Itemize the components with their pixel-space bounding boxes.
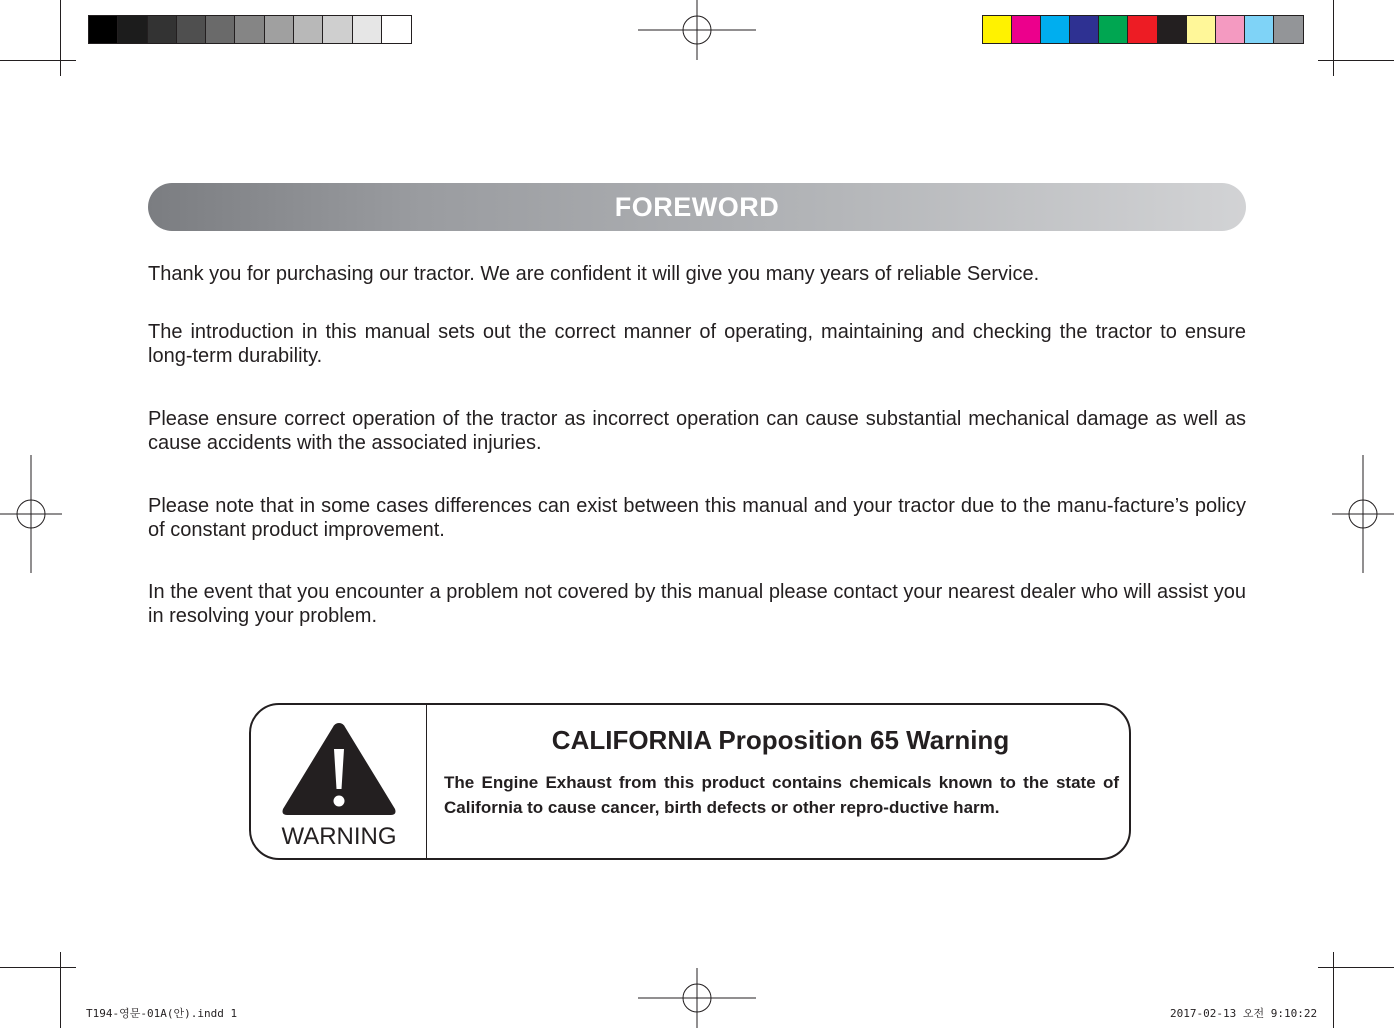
crop-mark bbox=[1318, 967, 1394, 968]
crop-mark bbox=[1318, 60, 1394, 61]
file-slug: T194-영문-01A(안).indd 1 bbox=[86, 1007, 238, 1020]
crop-mark bbox=[60, 952, 61, 1028]
color-swatch bbox=[1158, 16, 1187, 43]
divider bbox=[426, 705, 427, 858]
crop-mark bbox=[0, 967, 76, 968]
gray-swatch bbox=[177, 16, 206, 43]
prop65-warning-box bbox=[249, 703, 1131, 860]
gray-swatch bbox=[323, 16, 352, 43]
color-swatch bbox=[1099, 16, 1128, 43]
color-swatch bbox=[1041, 16, 1070, 43]
color-swatch bbox=[1187, 16, 1216, 43]
color-swatch bbox=[1070, 16, 1099, 43]
registration-mark-icon bbox=[0, 455, 62, 573]
warning-label: WARNING bbox=[281, 823, 397, 850]
registration-mark-icon bbox=[1332, 455, 1394, 573]
foreword-title-bar bbox=[148, 183, 1246, 231]
color-swatch bbox=[1245, 16, 1274, 43]
foreword-paragraph: In the event that you encounter a problem not covered by this manual please contact your nearest dealer who will assist you in resolving your problem. bbox=[148, 581, 1246, 627]
registration-mark-icon bbox=[638, 0, 756, 60]
foreword-paragraph: Please note that in some cases differences can exist between this manual and your tractor due to the manu-facture’s policy of constant product improvement. bbox=[148, 495, 1246, 541]
gray-swatch bbox=[148, 16, 177, 43]
foreword-paragraph: Thank you for purchasing our tractor. We are confident it will give you many years of reliable Service. bbox=[148, 263, 1040, 285]
warning-title: CALIFORNIA Proposition 65 Warning bbox=[551, 725, 1010, 755]
registration-mark-icon bbox=[638, 968, 756, 1028]
gray-swatch bbox=[382, 16, 411, 43]
color-swatch bbox=[1274, 16, 1303, 43]
warning-triangle-icon bbox=[279, 719, 399, 819]
process-color-bar bbox=[982, 15, 1304, 44]
crop-mark bbox=[60, 0, 61, 76]
page-title: FOREWORD bbox=[614, 191, 780, 222]
gray-swatch bbox=[89, 16, 118, 43]
warning-text: The Engine Exhaust from this product contains chemicals known to the state of California to cause cancer, birth defects or other repro-ductive harm. bbox=[444, 773, 1119, 817]
foreword-paragraph: The introduction in this manual sets out the correct manner of operating, maintaining and checking the tractor to ensure long-term durability. bbox=[148, 321, 1246, 367]
gray-swatch bbox=[118, 16, 147, 43]
grayscale-color-bar bbox=[88, 15, 412, 44]
crop-mark bbox=[1333, 952, 1334, 1028]
gray-swatch bbox=[353, 16, 382, 43]
date-slug: 2017-02-13 오전 9:10:22 bbox=[1170, 1007, 1318, 1020]
color-swatch bbox=[1216, 16, 1245, 43]
crop-mark bbox=[0, 60, 76, 61]
color-swatch bbox=[983, 16, 1012, 43]
color-swatch bbox=[1012, 16, 1041, 43]
color-swatch bbox=[1128, 16, 1157, 43]
gray-swatch bbox=[235, 16, 264, 43]
gray-swatch bbox=[294, 16, 323, 43]
crop-mark bbox=[1333, 0, 1334, 76]
gray-swatch bbox=[206, 16, 235, 43]
foreword-paragraph: Please ensure correct operation of the tractor as incorrect operation can cause substantial mechanical damage as well as cause accidents with the associated injuries. bbox=[148, 408, 1246, 454]
gray-swatch bbox=[265, 16, 294, 43]
